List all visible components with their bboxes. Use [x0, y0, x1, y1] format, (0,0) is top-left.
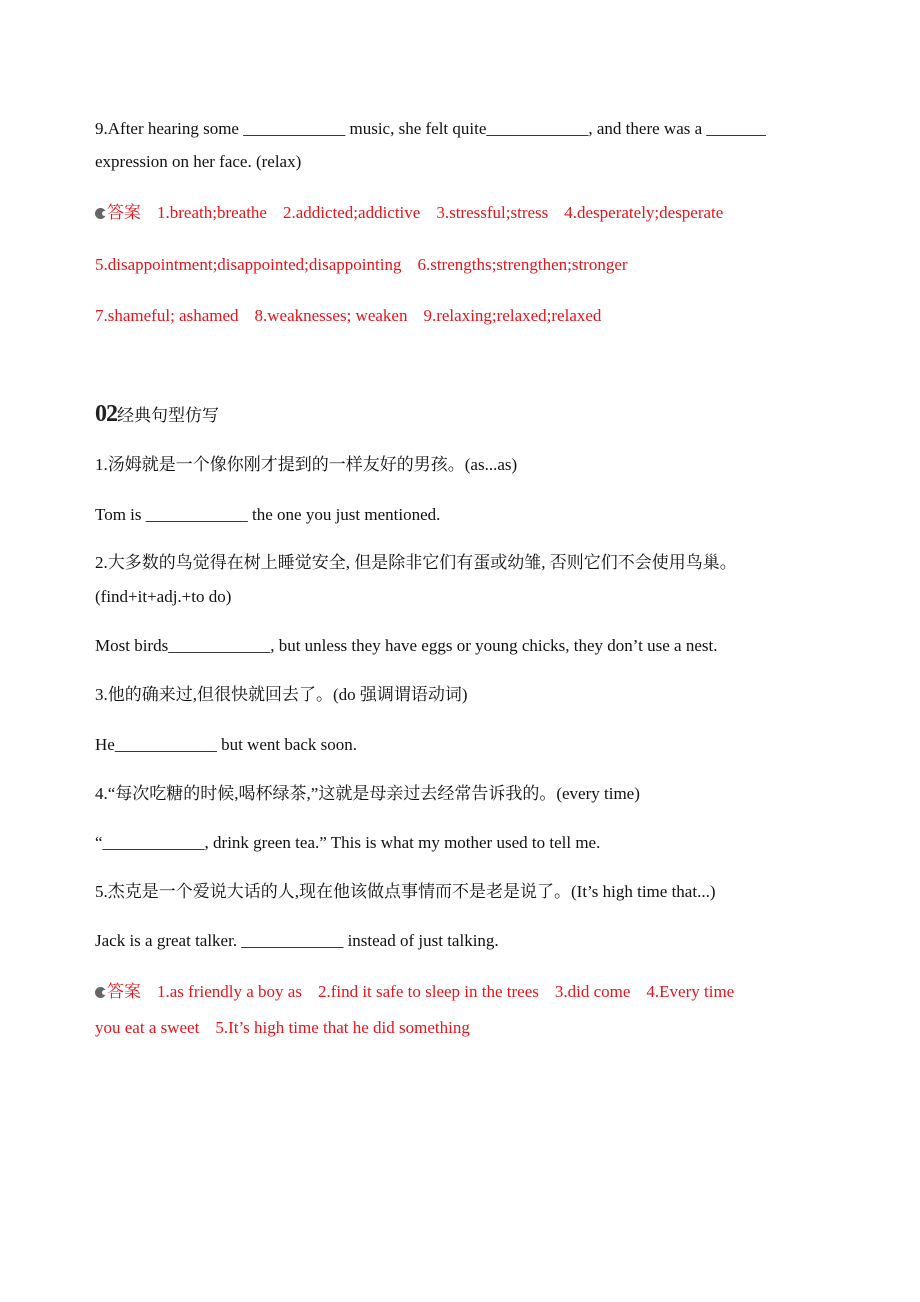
answer-item: 8.weaknesses; weaken	[254, 306, 408, 325]
section-title: 经典句型仿写	[117, 406, 219, 425]
answer-item: 1.as friendly a boy as	[157, 982, 302, 1001]
question-4-english: “____________, drink green tea.” This is what my mother used to tell me.	[95, 833, 601, 852]
answer-item: you eat a sweet	[95, 1018, 200, 1037]
section-heading	[95, 400, 219, 430]
answer-item: 5.It’s high time that he did something	[215, 1018, 470, 1037]
answer-item: 4.desperately;desperate	[564, 203, 724, 222]
question-2-hint: (find+it+adj.+to do)	[95, 587, 232, 606]
answer-label: 答案	[107, 203, 141, 222]
answer-item: 3.stressful;stress	[436, 203, 549, 222]
question-5-chinese: 5.杰克是一个爱说大话的人,现在他该做点事情而不是老是说了。(It’s high time that...)	[95, 882, 716, 901]
answer-block-2-line2	[95, 1017, 470, 1039]
answer-item: 7.shameful; ashamed	[95, 306, 239, 325]
question-9-line2: expression on her face. (relax)	[95, 152, 302, 171]
question-2-chinese: 2.大多数的鸟觉得在树上睡觉安全, 但是除非它们有蛋或幼雏, 否则它们不会使用鸟巢。	[95, 553, 737, 572]
question-1-chinese: 1.汤姆就是一个像你刚才提到的一样友好的男孩。(as...as)	[95, 455, 518, 474]
answer-item: 6.strengths;strengthen;stronger	[417, 255, 628, 274]
question-2-english: Most birds____________, but unless they have eggs or young chicks, they don’t use a nest.	[95, 636, 718, 655]
question-5-english: Jack is a great talker. ____________ instead of just talking.	[95, 931, 499, 950]
answer-label: 答案	[107, 982, 141, 1001]
answer-block-1-line1	[95, 202, 723, 224]
answer-icon	[95, 987, 106, 998]
question-3-chinese: 3.他的确来过,但很快就回去了。(do 强调谓语动词)	[95, 685, 468, 704]
answer-block-1-line3	[95, 305, 601, 327]
answer-block-2-line1	[95, 981, 734, 1003]
answer-item: 4.Every time	[646, 982, 735, 1001]
answer-item: 1.breath;breathe	[157, 203, 267, 222]
question-3-english: He____________ but went back soon.	[95, 735, 358, 754]
section-number: 02	[95, 401, 117, 427]
question-4-chinese: 4.“每次吃糖的时候,喝杯绿茶,”这就是母亲过去经常告诉我的。(every time)	[95, 784, 640, 803]
answer-item: 3.did come	[554, 982, 631, 1001]
answer-item: 2.find it safe to sleep in the trees	[317, 982, 539, 1001]
answer-item: 2.addicted;addictive	[282, 203, 421, 222]
question-1-english: Tom is ____________ the one you just mentioned.	[95, 505, 441, 524]
answer-block-1-line2	[95, 254, 628, 276]
question-9-line1: 9.After hearing some ____________ music, she felt quite____________, and there was a _______	[95, 119, 766, 138]
answer-item: 5.disappointment;disappointed;disappointing	[95, 255, 402, 274]
answer-icon	[95, 208, 106, 219]
answer-item: 9.relaxing;relaxed;relaxed	[423, 306, 602, 325]
